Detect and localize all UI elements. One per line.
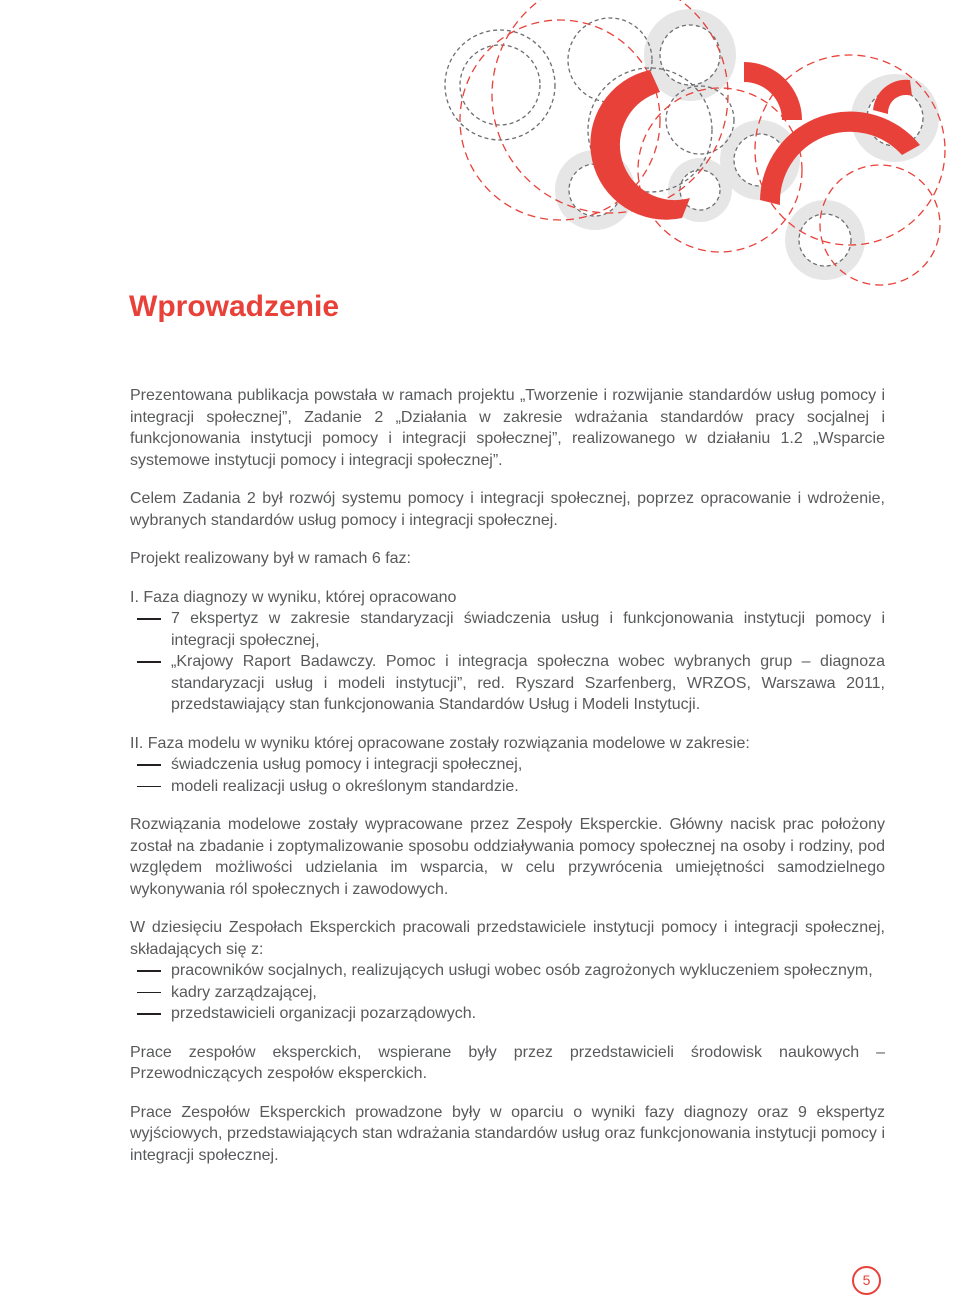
list-item: modeli realizacji usług o określonym standardzie. bbox=[130, 776, 885, 798]
decorative-circles-graphic bbox=[0, 0, 960, 330]
page-number-badge: 5 bbox=[852, 1266, 881, 1295]
paragraph: Prace zespołów eksperckich, wspierane były przez przedstawicieli środowisk naukowych – Przewodniczących zespołów eksperckich. bbox=[130, 1043, 885, 1082]
intro-body bbox=[130, 385, 885, 1183]
phase-2-list bbox=[130, 733, 885, 798]
list-item: świadczenia usług pomocy i integracji społecznej, bbox=[130, 754, 885, 776]
paragraph: Prace Zespołów Eksperckich prowadzone były w oparciu o wyniki fazy diagnozy oraz 9 ekspertyz wyjściowych, przedstawiających stan wdrażania standardów usług oraz funkcjonowania instytucji pomocy i integracji społecznej. bbox=[130, 1103, 885, 1164]
list-item: przedstawicieli organizacji pozarządowych. bbox=[130, 1003, 885, 1025]
teams-list bbox=[130, 917, 885, 1025]
list-item: 7 ekspertyz w zakresie standaryzacji świadczenia usług i funkcjonowania instytucji pomocy i integracji społecznej, bbox=[130, 608, 885, 651]
list-item: pracowników socjalnych, realizujących usługi wobec osób zagrożonych wykluczeniem społecznym, bbox=[130, 960, 885, 982]
paragraph: Celem Zadania 2 był rozwój systemu pomocy i integracji społecznej, poprzez opracowanie i wdrożenie, wybranych standardów usług pomocy i integracji społecznej. bbox=[130, 490, 885, 529]
list-item: kadry zarządzającej, bbox=[130, 982, 885, 1004]
phase-1-list bbox=[130, 587, 885, 716]
paragraph: Projekt realizowany był w ramach 6 faz: bbox=[130, 550, 411, 567]
red-arc bbox=[744, 62, 802, 120]
page-title: Wprowadzenie bbox=[129, 290, 340, 323]
list-item: „Krajowy Raport Badawczy. Pomoc i integracja społeczna wobec wybranych grup – diagnoza standaryzacji usług i modeli instytucji”, red. Ryszard Szarfenberg, WRZOS, Warszawa 2011, przedstawiający stan funkcjonowania Standardów Usług i Modeli Instytucji. bbox=[130, 651, 885, 716]
list-heading: I. Faza diagnozy w wyniku, której opracowano bbox=[130, 588, 457, 606]
paragraph: Rozwiązania modelowe zostały wypracowane przez Zespoły Eksperckie. Główny nacisk prac położony został na zbadanie i zoptymalizowanie sposobu oddziaływania pomocy społecznej na osoby i rodziny, pod względem możliwości udzielania im wsparcia, w celu przywrócenia umiejętności samodzielnego wykonywania ról społecznych i zawodowych. bbox=[130, 816, 885, 898]
list-heading: II. Faza modelu w wyniku której opracowane zostały rozwiązania modelowe w zakresie: bbox=[130, 734, 750, 752]
list-heading: W dziesięciu Zespołach Eksperckich pracowali przedstawiciele instytucji pomocy i integracji społecznej, składających się z: bbox=[130, 919, 885, 958]
paragraph: Prezentowana publikacja powstała w ramach projektu „Tworzenie i rozwijanie standardów usług pomocy i integracji społecznej”, Zadanie 2 „Działania w zakresie wdrażania standardów pracy socjalnej i funkcjonowania instytucji pomocy i integracji społecznej”, realizowanego w działaniu 1.2 „Wsparcie systemowe instytucji pomocy i integracji społecznej”. bbox=[130, 387, 885, 469]
